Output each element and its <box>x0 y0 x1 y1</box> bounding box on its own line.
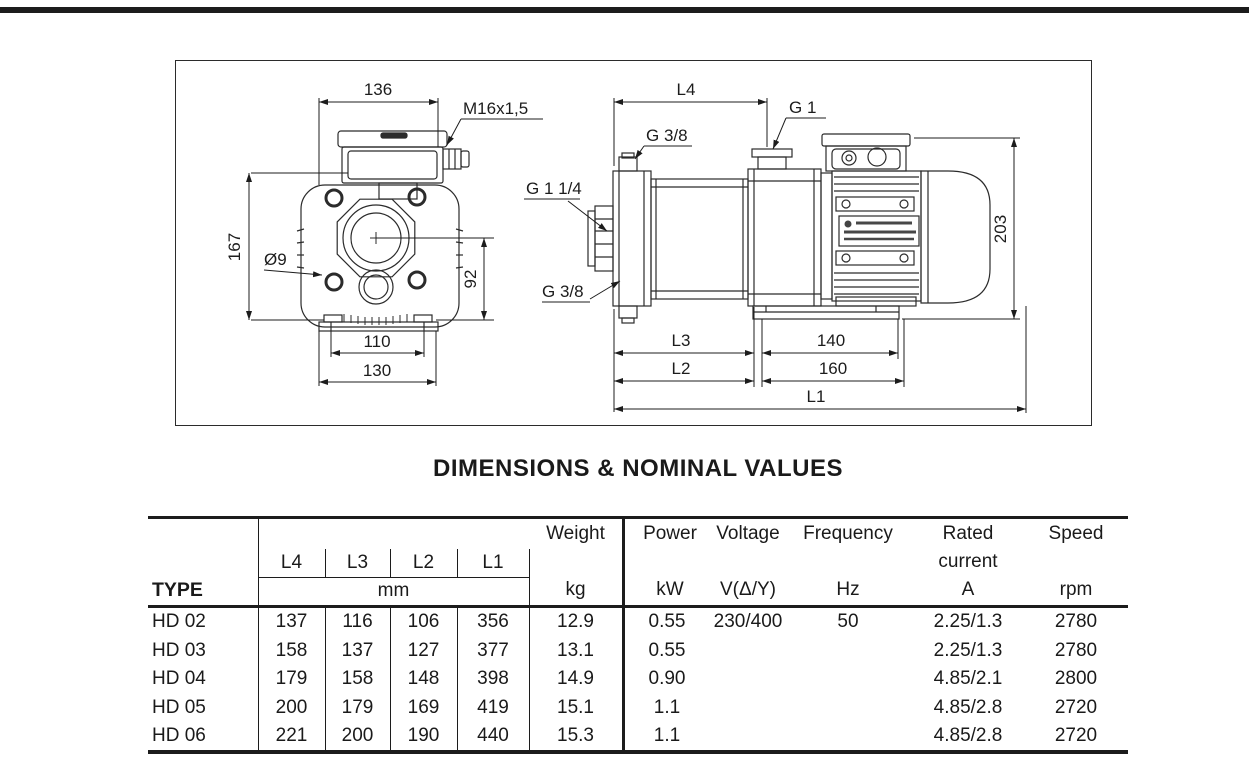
cable-gland-front <box>443 149 469 169</box>
cell-l1: 356 <box>477 611 509 632</box>
cell-power: 0.55 <box>648 611 686 632</box>
cell-voltage <box>712 665 784 694</box>
dim-110: 110 <box>363 332 391 351</box>
cell-frequency: 50 <box>837 611 859 632</box>
header-l4: L4 <box>280 552 303 573</box>
cell-l4: 137 <box>275 611 308 632</box>
dim-136: 136 <box>363 80 393 99</box>
pump-body-front <box>297 185 463 327</box>
cell-l2: 127 <box>407 639 440 661</box>
cell-l3: 137 <box>341 639 374 661</box>
cell-weight: 15.1 <box>557 696 594 718</box>
dim-l2: L2 <box>671 359 691 378</box>
unit-kw: kW <box>656 579 684 600</box>
unit-mm: mm <box>377 580 410 601</box>
table-row <box>148 694 1128 723</box>
header-voltage: Voltage <box>716 523 780 544</box>
table-row <box>148 608 1128 637</box>
cell-speed: 2800 <box>1054 668 1098 690</box>
cell-weight: 12.9 <box>557 611 594 632</box>
dim-92: 92 <box>461 269 480 289</box>
header-type: TYPE <box>152 579 203 601</box>
motor-terminal-box <box>822 134 910 171</box>
unit-hz: Hz <box>836 579 860 600</box>
cell-type: HD 03 <box>152 639 206 661</box>
header-l1: L1 <box>482 552 504 573</box>
cell-current: 4.85/2.8 <box>933 696 1003 718</box>
section-title: DIMENSIONS & NOMINAL VALUES <box>433 455 843 482</box>
clamp-serration <box>344 314 407 325</box>
label-discharge-g1: G 1 <box>789 98 817 117</box>
cell-power: 0.90 <box>648 668 686 690</box>
cell-l2: 106 <box>407 611 440 632</box>
pump-barrel <box>651 179 748 299</box>
discharge-port <box>752 149 792 157</box>
table-top-rule <box>148 516 1128 519</box>
dim-203: 203 <box>991 214 1010 244</box>
cell-l1: 377 <box>477 639 509 661</box>
cell-weight: 15.3 <box>557 725 594 747</box>
cell-current: 4.85/2.1 <box>933 668 1003 690</box>
dim-167: 167 <box>225 232 244 262</box>
motor-adapter <box>821 173 832 299</box>
motor <box>822 134 921 306</box>
cell-type: HD 04 <box>152 668 206 690</box>
dim-140: 140 <box>816 331 846 350</box>
dim-l3: L3 <box>671 331 691 350</box>
header-frequency: Frequency <box>803 523 893 544</box>
label-drain-g38: G 3/8 <box>542 282 584 301</box>
cell-voltage <box>712 637 784 666</box>
vent-port <box>619 157 637 171</box>
side-view-dimensions <box>524 98 1026 413</box>
unit-kg: kg <box>565 579 586 600</box>
cell-voltage <box>712 722 784 751</box>
cell-speed: 2780 <box>1054 611 1098 632</box>
cell-frequency <box>784 665 912 694</box>
discharge-head <box>748 149 821 306</box>
unit-a: A <box>961 579 975 600</box>
pump-side-view <box>588 134 990 323</box>
cell-power: 0.55 <box>648 639 686 661</box>
suction-flange <box>588 153 651 323</box>
cell-l3: 116 <box>342 611 373 632</box>
drain-port <box>619 306 637 318</box>
header-rated-current: Rated current <box>938 523 998 572</box>
technical-drawing <box>176 61 1090 424</box>
cell-weight: 14.9 <box>557 668 594 690</box>
cell-frequency <box>784 722 912 751</box>
drawing-frame <box>175 60 1092 426</box>
header-l3: L3 <box>346 552 369 573</box>
unit-voltage: V(Δ/Y) <box>720 579 776 600</box>
cell-power: 1.1 <box>653 696 681 718</box>
label-suction-g114: G 1 1/4 <box>526 179 582 198</box>
pump-front-view <box>297 131 469 331</box>
front-view-dimensions <box>249 98 543 386</box>
cell-l4: 221 <box>275 725 308 747</box>
top-rule <box>0 7 1249 13</box>
cell-current: 4.85/2.8 <box>933 725 1003 747</box>
cell-l1: 398 <box>477 668 509 690</box>
cell-type: HD 06 <box>152 725 206 747</box>
dim-130: 130 <box>362 361 392 380</box>
dim-l1: L1 <box>806 387 826 406</box>
dim-l4: L4 <box>676 80 696 99</box>
unit-rpm: rpm <box>1059 579 1093 600</box>
cell-voltage: 230/400 <box>713 611 783 632</box>
cell-speed: 2720 <box>1054 696 1098 718</box>
header-weight: Weight <box>546 523 605 544</box>
cell-current: 2.25/1.3 <box>933 639 1003 661</box>
dimensions-table <box>148 516 1128 758</box>
cell-l3: 158 <box>341 668 374 690</box>
cell-l2: 169 <box>407 696 440 718</box>
table-row <box>148 665 1128 694</box>
header-power: Power <box>643 523 697 544</box>
cell-type: HD 05 <box>152 696 206 718</box>
label-hole-diameter: Ø9 <box>264 250 287 269</box>
cell-current: 2.25/1.3 <box>933 611 1003 632</box>
cell-frequency <box>784 637 912 666</box>
dim-160: 160 <box>818 359 848 378</box>
cell-type: HD 02 <box>152 611 206 632</box>
cell-l1: 440 <box>477 725 509 747</box>
table-row <box>148 637 1128 666</box>
base-plate-side <box>753 306 899 319</box>
cell-l3: 200 <box>341 725 374 747</box>
terminal-box-front <box>338 131 447 183</box>
header-speed: Speed <box>1048 523 1104 544</box>
cell-frequency <box>784 694 912 723</box>
cell-speed: 2780 <box>1054 639 1098 661</box>
cell-l4: 179 <box>275 668 308 690</box>
cell-l4: 158 <box>275 639 308 661</box>
motor-nameplate <box>839 216 919 246</box>
cell-l4: 200 <box>275 696 308 718</box>
table-row <box>148 722 1128 751</box>
fan-cover <box>921 171 990 303</box>
cell-power: 1.1 <box>653 725 681 747</box>
cell-l2: 190 <box>407 725 440 747</box>
cell-speed: 2720 <box>1054 725 1098 747</box>
cell-l1: 419 <box>477 696 509 718</box>
header-l2: L2 <box>412 552 435 573</box>
label-vent-g38: G 3/8 <box>646 126 688 145</box>
label-m16-gland: M16x1,5 <box>463 99 529 118</box>
cell-weight: 13.1 <box>557 639 594 661</box>
cell-l3: 179 <box>341 696 374 718</box>
cell-voltage <box>712 694 784 723</box>
table-body <box>148 608 1128 751</box>
cell-l2: 148 <box>407 668 440 690</box>
